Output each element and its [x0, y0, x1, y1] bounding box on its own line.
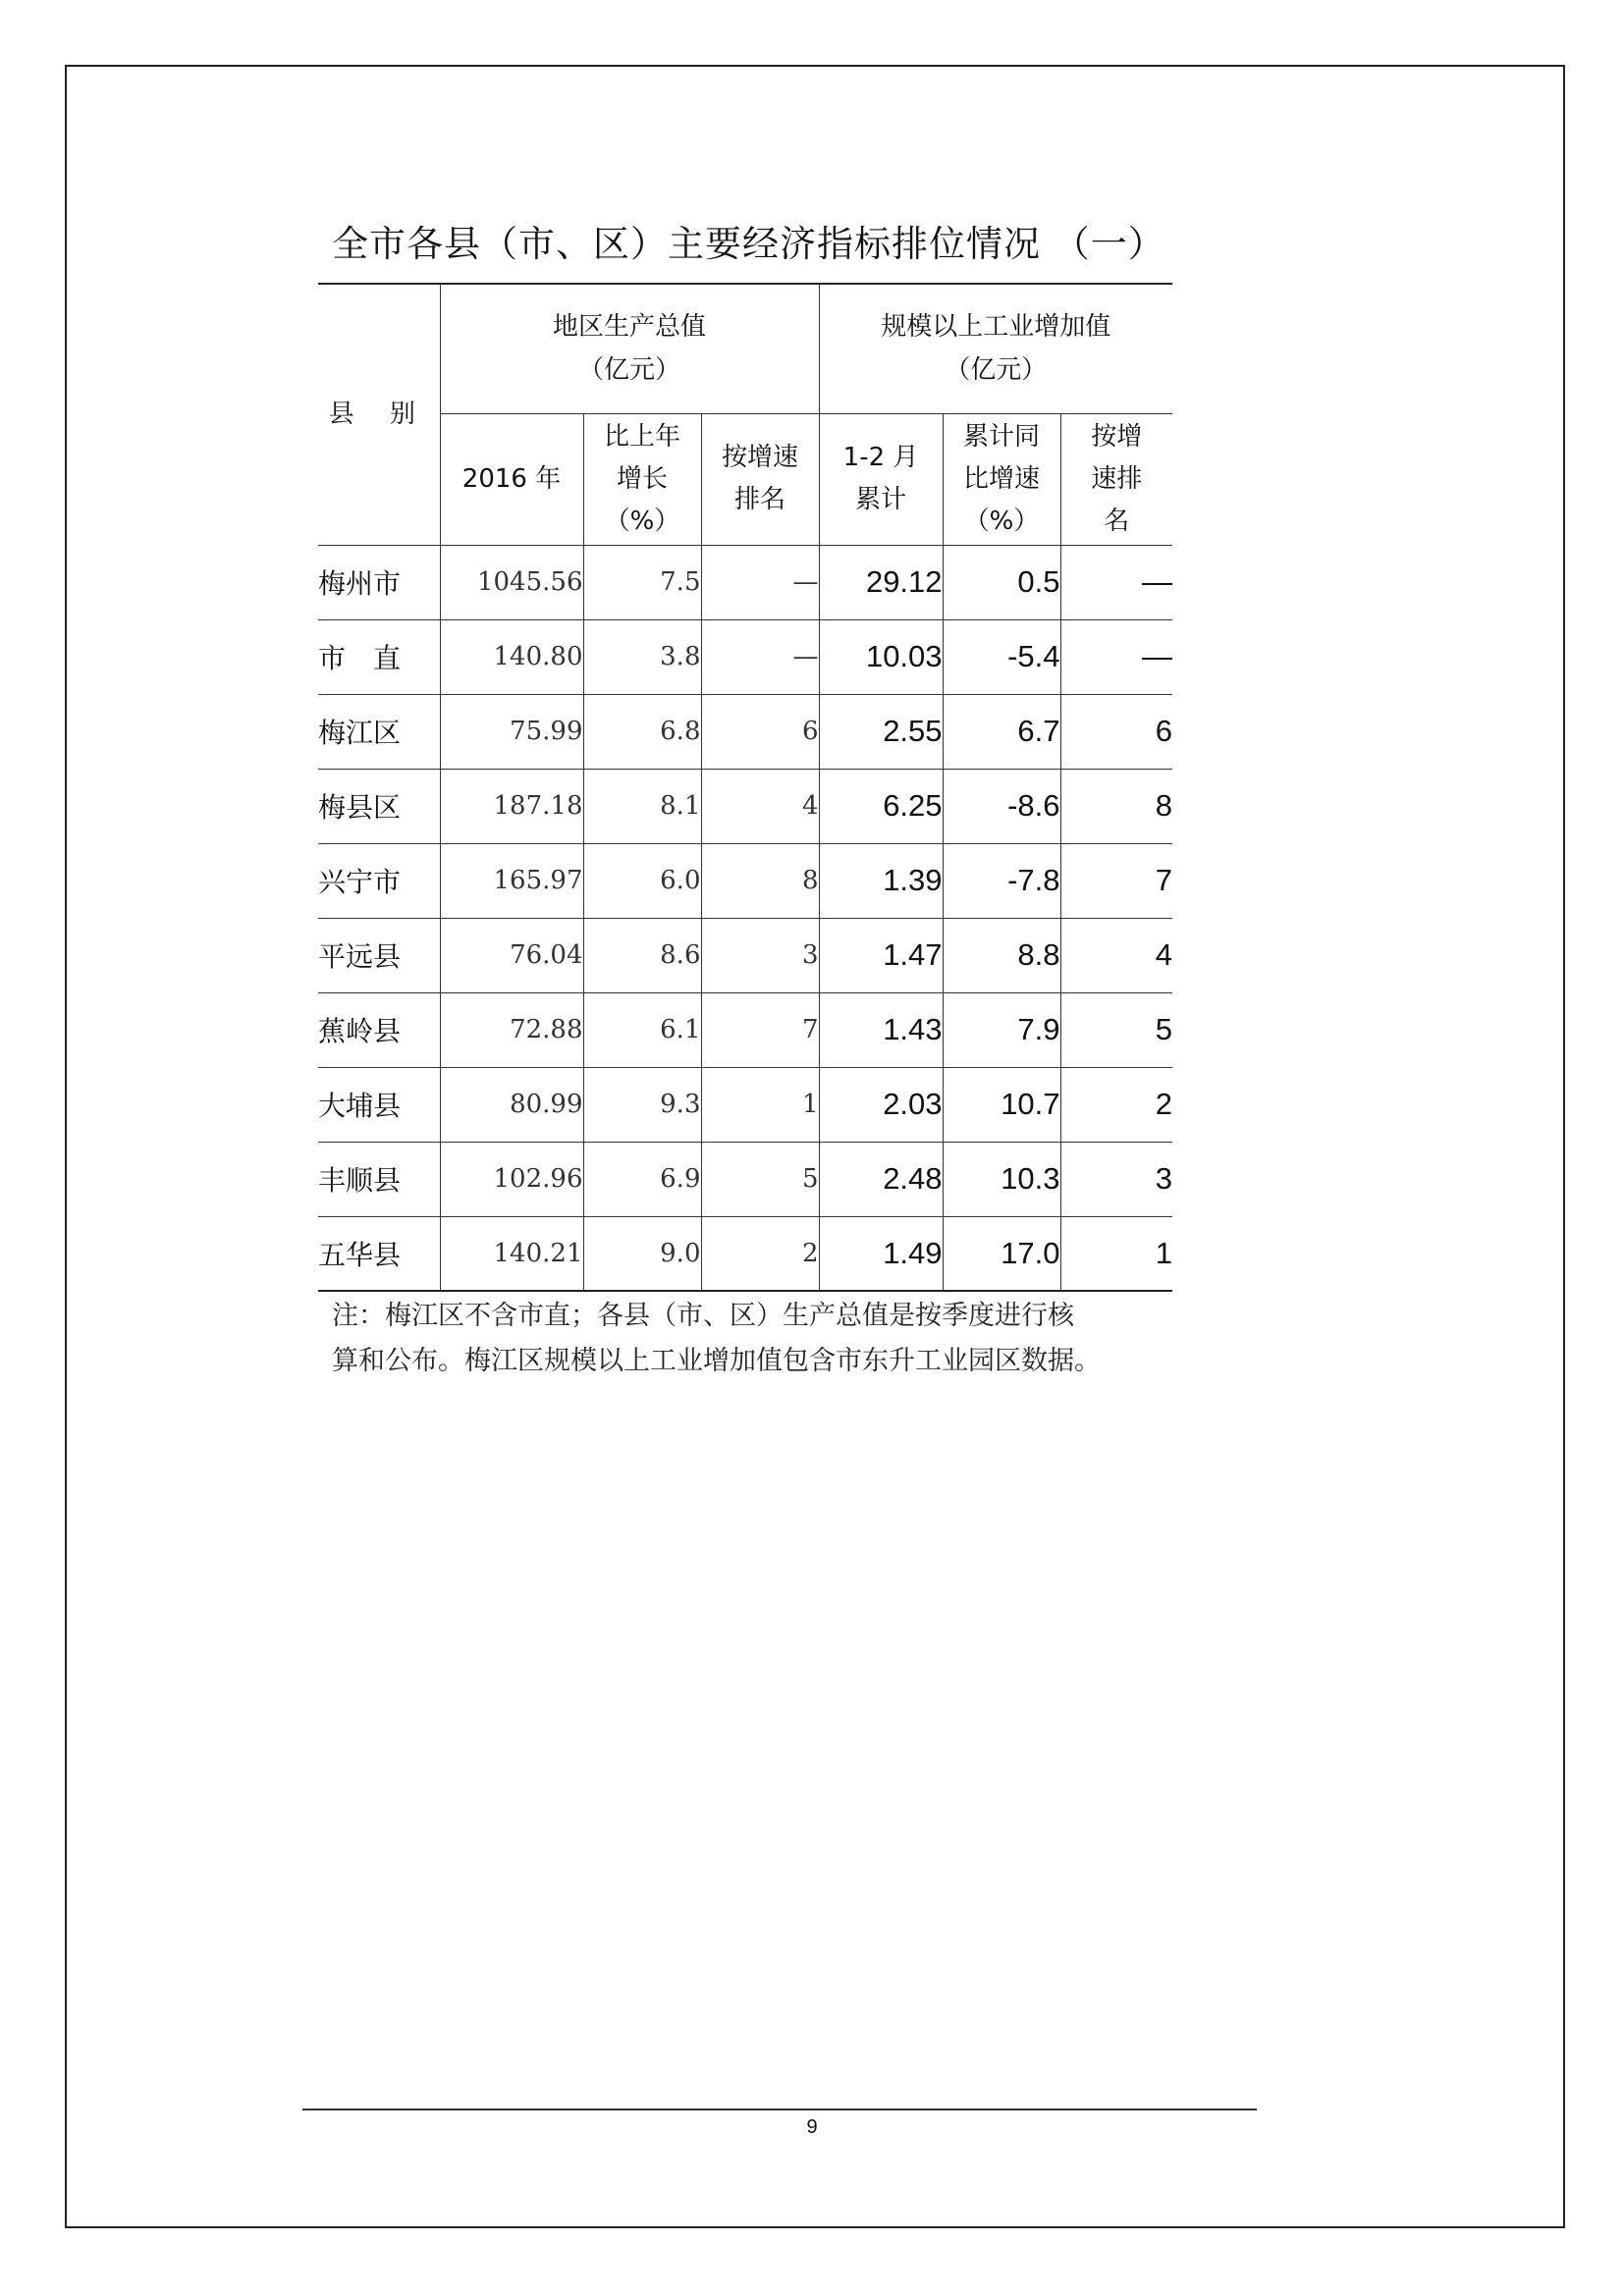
industry-growth: -7.8	[943, 843, 1060, 918]
industry-growth: 10.7	[943, 1067, 1060, 1142]
table-row	[318, 769, 1172, 843]
table-row	[318, 545, 1172, 619]
gdp-rank: 4	[701, 769, 819, 843]
gdp-value: 75.99	[440, 694, 583, 769]
industry-rank: 3	[1060, 1142, 1172, 1216]
industry-rank: —	[1060, 545, 1172, 619]
gdp-value: 165.97	[440, 843, 583, 918]
industry-rank-header: 按增 速排 名	[1060, 413, 1172, 545]
industry-value: 1.47	[819, 918, 943, 992]
gdp-growth: 8.6	[583, 918, 701, 992]
county-header: 县 别	[318, 284, 440, 545]
industry-growth: -5.4	[943, 619, 1060, 694]
industry-value: 1.49	[819, 1216, 943, 1291]
county-name: 蕉岭县	[318, 992, 440, 1067]
gdp-growth: 3.8	[583, 619, 701, 694]
industry-rank: 1	[1060, 1216, 1172, 1291]
gdp-value: 140.21	[440, 1216, 583, 1291]
gdp-group-header: 地区生产总值 （亿元）	[440, 284, 819, 413]
gdp-rank: 7	[701, 992, 819, 1067]
page-number: 9	[806, 2116, 818, 2138]
gdp-value: 187.18	[440, 769, 583, 843]
gdp-rank: 1	[701, 1067, 819, 1142]
indicator-table	[318, 283, 1172, 1292]
county-name: 兴宁市	[318, 843, 440, 918]
table-row	[318, 1216, 1172, 1291]
gdp-growth: 6.9	[583, 1142, 701, 1216]
gdp-rank: 6	[701, 694, 819, 769]
gdp-growth: 6.8	[583, 694, 701, 769]
industry-rank: 5	[1060, 992, 1172, 1067]
county-name: 梅州市	[318, 545, 440, 619]
gdp-growth: 9.0	[583, 1216, 701, 1291]
industry-group-header: 规模以上工业增加值 （亿元）	[819, 284, 1172, 413]
county-name: 梅县区	[318, 769, 440, 843]
gdp-growth: 7.5	[583, 545, 701, 619]
industry-value: 2.48	[819, 1142, 943, 1216]
county-name: 五华县	[318, 1216, 440, 1291]
gdp-growth: 9.3	[583, 1067, 701, 1142]
gdp-rank: 2	[701, 1216, 819, 1291]
industry-value: 1.39	[819, 843, 943, 918]
county-name: 丰顺县	[318, 1142, 440, 1216]
gdp-value: 1045.56	[440, 545, 583, 619]
gdp-rank: —	[701, 545, 819, 619]
gdp-growth: 6.1	[583, 992, 701, 1067]
gdp-growth: 6.0	[583, 843, 701, 918]
gdp-rank: 5	[701, 1142, 819, 1216]
table-row	[318, 694, 1172, 769]
industry-rank: 6	[1060, 694, 1172, 769]
gdp-value: 72.88	[440, 992, 583, 1067]
county-name: 大埔县	[318, 1067, 440, 1142]
industry-growth: 7.9	[943, 992, 1060, 1067]
table-row	[318, 992, 1172, 1067]
table-row	[318, 1142, 1172, 1216]
gdp-value: 102.96	[440, 1142, 583, 1216]
industry-value: 6.25	[819, 769, 943, 843]
industry-growth: 17.0	[943, 1216, 1060, 1291]
gdp-year-header: 2016 年	[440, 413, 583, 545]
gdp-rank: 3	[701, 918, 819, 992]
county-name: 市 直	[318, 619, 440, 694]
industry-growth-header: 累计同 比增速 （%）	[943, 413, 1060, 545]
footer-divider	[302, 2109, 1257, 2110]
table-row	[318, 619, 1172, 694]
industry-rank: —	[1060, 619, 1172, 694]
county-name: 梅江区	[318, 694, 440, 769]
industry-value: 1.43	[819, 992, 943, 1067]
industry-rank: 7	[1060, 843, 1172, 918]
page-title: 全市各县（市、区）主要经济指标排位情况 （一）	[332, 223, 1165, 265]
gdp-growth: 8.1	[583, 769, 701, 843]
table-row	[318, 1067, 1172, 1142]
table-row	[318, 918, 1172, 992]
industry-rank: 4	[1060, 918, 1172, 992]
gdp-rank: 8	[701, 843, 819, 918]
gdp-value: 80.99	[440, 1067, 583, 1142]
table-note: 注：梅江区不含市直；各县（市、区）生产总值是按季度进行核 算和公布。梅江区规模以上工业增加值包含市东升工业园区数据。	[332, 1301, 1101, 1376]
industry-growth: 0.5	[943, 545, 1060, 619]
gdp-growth-header: 比上年 增长 （%）	[583, 413, 701, 545]
industry-value: 29.12	[819, 545, 943, 619]
industry-rank: 8	[1060, 769, 1172, 843]
industry-cumulative-header: 1-2 月 累计	[819, 413, 943, 545]
table-row	[318, 843, 1172, 918]
industry-value: 2.03	[819, 1067, 943, 1142]
industry-growth: -8.6	[943, 769, 1060, 843]
industry-rank: 2	[1060, 1067, 1172, 1142]
industry-growth: 6.7	[943, 694, 1060, 769]
county-name: 平远县	[318, 918, 440, 992]
industry-growth: 8.8	[943, 918, 1060, 992]
gdp-rank-header: 按增速 排名	[701, 413, 819, 545]
gdp-value: 140.80	[440, 619, 583, 694]
industry-growth: 10.3	[943, 1142, 1060, 1216]
industry-value: 2.55	[819, 694, 943, 769]
industry-value: 10.03	[819, 619, 943, 694]
gdp-rank: —	[701, 619, 819, 694]
gdp-value: 76.04	[440, 918, 583, 992]
